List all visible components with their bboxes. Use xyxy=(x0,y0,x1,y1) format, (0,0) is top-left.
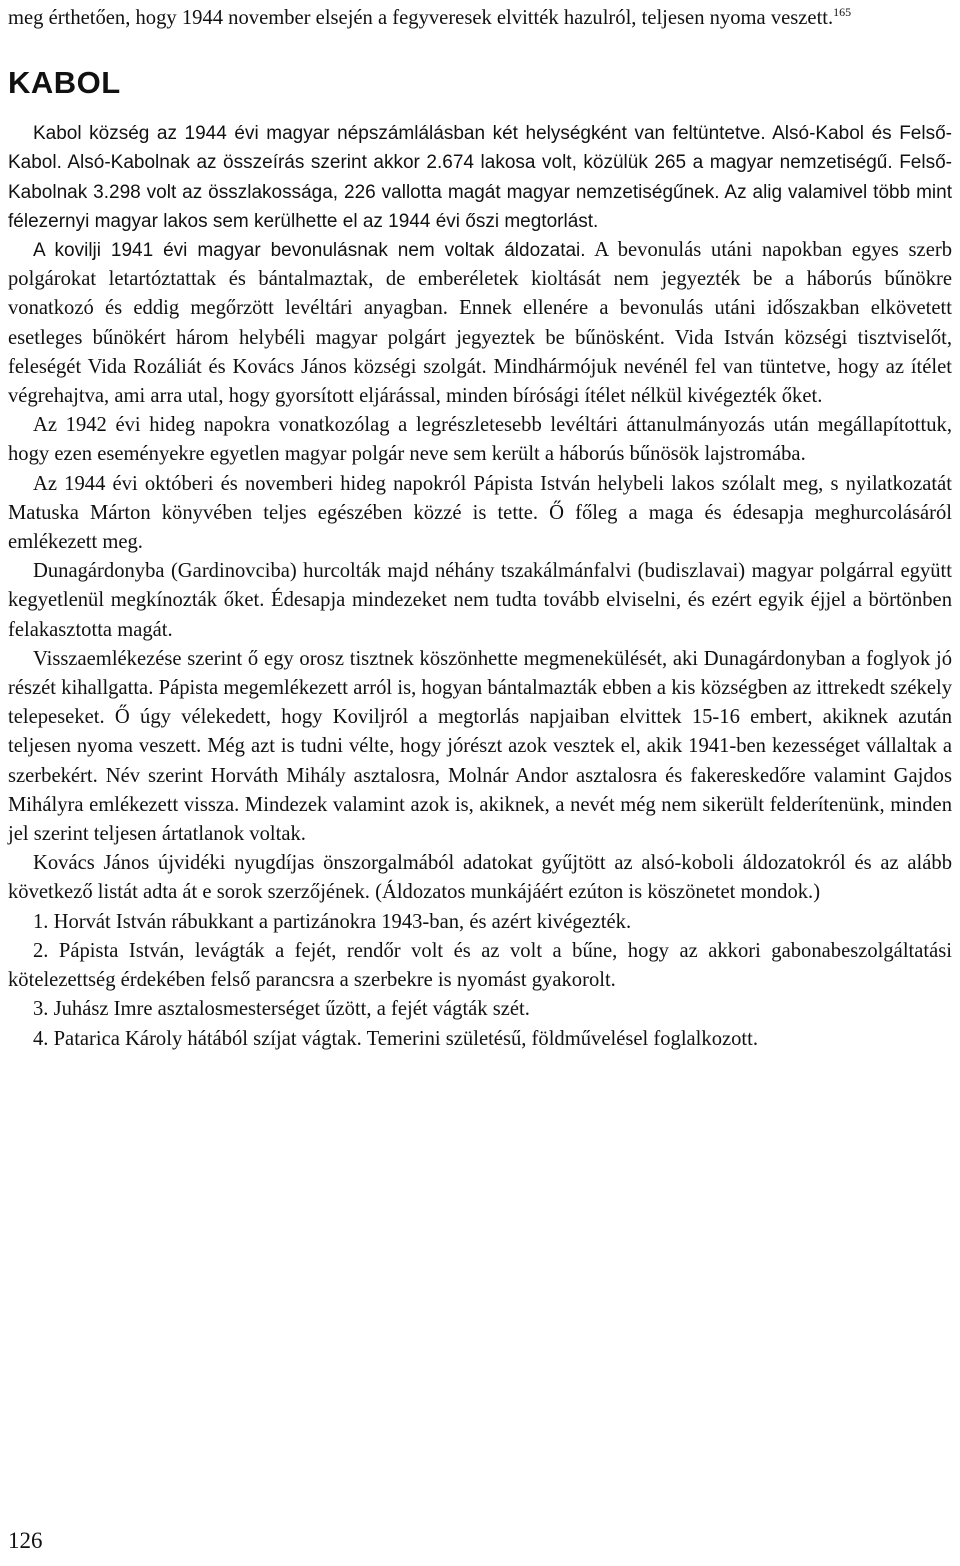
page-number: 126 xyxy=(8,1528,43,1553)
paragraph-6-text: Visszaemlékezése szerint ő egy orosz tisztnek köszönhette megmenekülését, aki Dunagárdonyban a foglyok jó részét kihallgatta. Pápista megemlékezett arról is, hogyan bántalmazták ebben a kis községben az ittrekedt székely telepeseket. Ő úgy vélekedett, hogy Koviljról a megtorlás napjaiban elvittek 15-16 embert, akiknek azután teljesen nyoma veszett. Még azt is tudni vélte, hogy jórészt azok vesztek el, akik 1941-ben kezességet vállaltak a szerbekért. Név szerint Horváth Mihály asztalosra, Molnár Andor asztalosra és fakereskedőre valamint Gajdos Mihályra emlékezett vissza. Mindezek valamint azok is, akiknek, a nevét még nem sikerült felderítenünk, minden jel szerint teljesen ártatlanok voltak. xyxy=(8,647,952,846)
paragraph-1 xyxy=(8,119,952,236)
paragraph-7 xyxy=(8,849,952,907)
paragraph-3 xyxy=(8,411,952,469)
paragraph-4 xyxy=(8,470,952,558)
victim-list-item-2: 2. Pápista István, levágták a fejét, rendőr volt és az volt a bűne, hogy az akkori gabonabeszolgáltatási kötelezettség érdekében felső parancsra a szerbekre is nyomást gyakorolt. xyxy=(8,939,952,992)
paragraph-5 xyxy=(8,557,952,645)
paragraph-4-text: Az 1944 évi októberi és novemberi hideg napokról Pápista István helybeli lakos szólalt meg, s nyilatkozatát Matuska Márton könyvében teljes egészében közzé is tette. Ő főleg a maga és édesapja meghurcolásáról emlékezett meg. xyxy=(8,472,952,554)
victim-list-item-3: 3. Juhász Imre asztalosmesterséget űzött, a fejét vágták szét. xyxy=(33,998,530,1021)
paragraph-5-text: Dunagárdonyba (Gardinovciba) hurcolták majd néhány tszakálmánfalvi (budiszlavai) magyar polgárral együtt kegyetlenül megkínozták őket. Édesapja mindezeket nem tudta tovább elviselni, és ezért egyik éjjel a börtönben felakasztotta magát. xyxy=(8,560,952,641)
paragraph-1-sans: Kabol község az 1944 évi magyar népszámlálásban két helységként van feltüntetve. Alsó-Kabol és Felső-Kabol. Alsó-Kabolnak az összeírás szerint akkor 2.674 lakosa volt, közülük 265 a magyar nemzetiségű. Felső-Kabolnak 3.298 volt az összlakossága, 226 vallotta magát magyar nemzetiségűnek. Az alig valamivel több mint félezernyi magyar lakos sem kerülhette el az 1944 évi őszi megtorlást. xyxy=(8,123,952,232)
section-title: KABOL xyxy=(8,65,121,101)
paragraph-2-sans: A kovilji 1941 évi magyar bevonulásnak nem voltak áldozatai. xyxy=(33,240,586,262)
victim-list-item-4: 4. Patarica Károly hátából szíjat vágtak. Temerini születésű, földművelésel foglalkozott. xyxy=(33,1027,759,1050)
paragraph-3-text: Az 1942 évi hideg napokra vonatkozólag a legrészletesebb levéltári áttanulmányozás után megállapítottuk, hogy ezen eseményekre egyetlen magyar polgár neve sem került a háborús bűnösök lajstromába. xyxy=(8,414,952,466)
page-body xyxy=(8,4,952,1054)
paragraph-7-text: Kovács János újvidéki nyugdíjas önszorgalmából adatokat gyűjtött az alsó-koboli áldozatokról és az alább következő listát adta át e sorok szerzőjének. (Áldozatos munkájáért ezúton is köszönetet mondok.) xyxy=(8,852,952,904)
footnote-ref[interactable]: 165 xyxy=(833,5,852,20)
victim-list-item-1: 1. Horvát István rábukkant a partizánokra 1943-ban, és azért kivégezték. xyxy=(33,910,632,933)
continuation-paragraph xyxy=(8,4,952,33)
continuation-text: meg érthetően, hogy 1944 november elsején a fegyveresek elvitték hazulról, teljesen nyoma veszett. xyxy=(8,7,834,29)
paragraph-6 xyxy=(8,645,952,849)
paragraph-2-text: A bevonulás utáni napokban egyes szerb polgárokat letartóztattak és bántalmaztak, de emberéletek kioltását nem jegyezték be a háborús bűnökre vonatkozó és eddig megőrzött levéltári anyagban. Ennek ellenére a bevonulás utáni időszakban elkövetett esetleges bűnökért három helybéli magyar polgárt jegyeztek be bűnösként. Vida István községi tisztviselőt, feleségét Vida Rozáliát és Kovács János községi szolgát. Mindhármójuk nevénél fel van tüntetve, hogy az ítélet végrehajtva, ami arra utal, hogy gyorsított eljárással, minden bírósági ítélet nélkül kivégezték őket. xyxy=(8,239,952,408)
paragraph-2 xyxy=(8,236,952,411)
